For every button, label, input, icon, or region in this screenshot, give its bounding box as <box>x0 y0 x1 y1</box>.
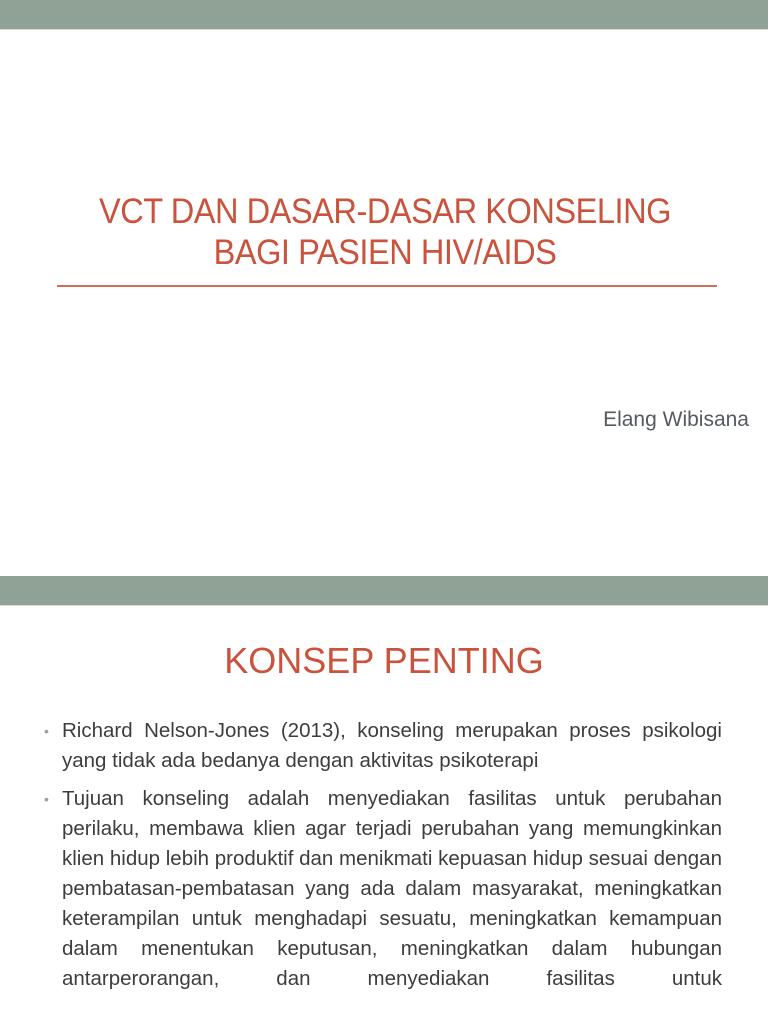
bullet-item <box>44 716 722 776</box>
content-slide <box>0 576 768 1024</box>
bullet-item <box>44 784 722 994</box>
bullet-text: Richard Nelson-Jones (2013), konseling merupakan proses psikologi yang tidak ada bedanya dengan aktivitas psikoterapi <box>62 719 722 772</box>
slide-title-line-2: BAGI PASIEN HIV/AIDS <box>213 233 557 272</box>
bullet-dot-icon: • <box>44 723 49 739</box>
section-title: KONSEP PENTING <box>224 640 544 681</box>
bullet-text: Tujuan konseling adalah menyediakan fasilitas untuk perubahan perilaku, membawa klien agar terjadi perubahan yang memungkinkan klien hidup lebih produktif dan menikmati kepuasan hidup sesuai dengan pembatasan-pembatasan yang ada dalam masyarakat, meningkatkan keterampilan untuk menghadapi sesuatu, meningkatkan kemampuan dalam menentukan keputusan, meningkatkan dalam hubungan antarperorangan, dan menyediakan fasilitas untuk <box>62 787 722 990</box>
slide-title <box>64 191 706 273</box>
bullet-dot-icon: • <box>44 791 49 807</box>
title-divider <box>57 285 717 287</box>
author-name: Elang Wibisana <box>603 408 749 431</box>
bullet-list <box>44 716 722 1002</box>
slide-title-line-1: VCT DAN DASAR-DASAR KONSELING <box>99 192 671 231</box>
slide-header-bar <box>0 0 768 30</box>
slide-header-bar <box>0 576 768 606</box>
